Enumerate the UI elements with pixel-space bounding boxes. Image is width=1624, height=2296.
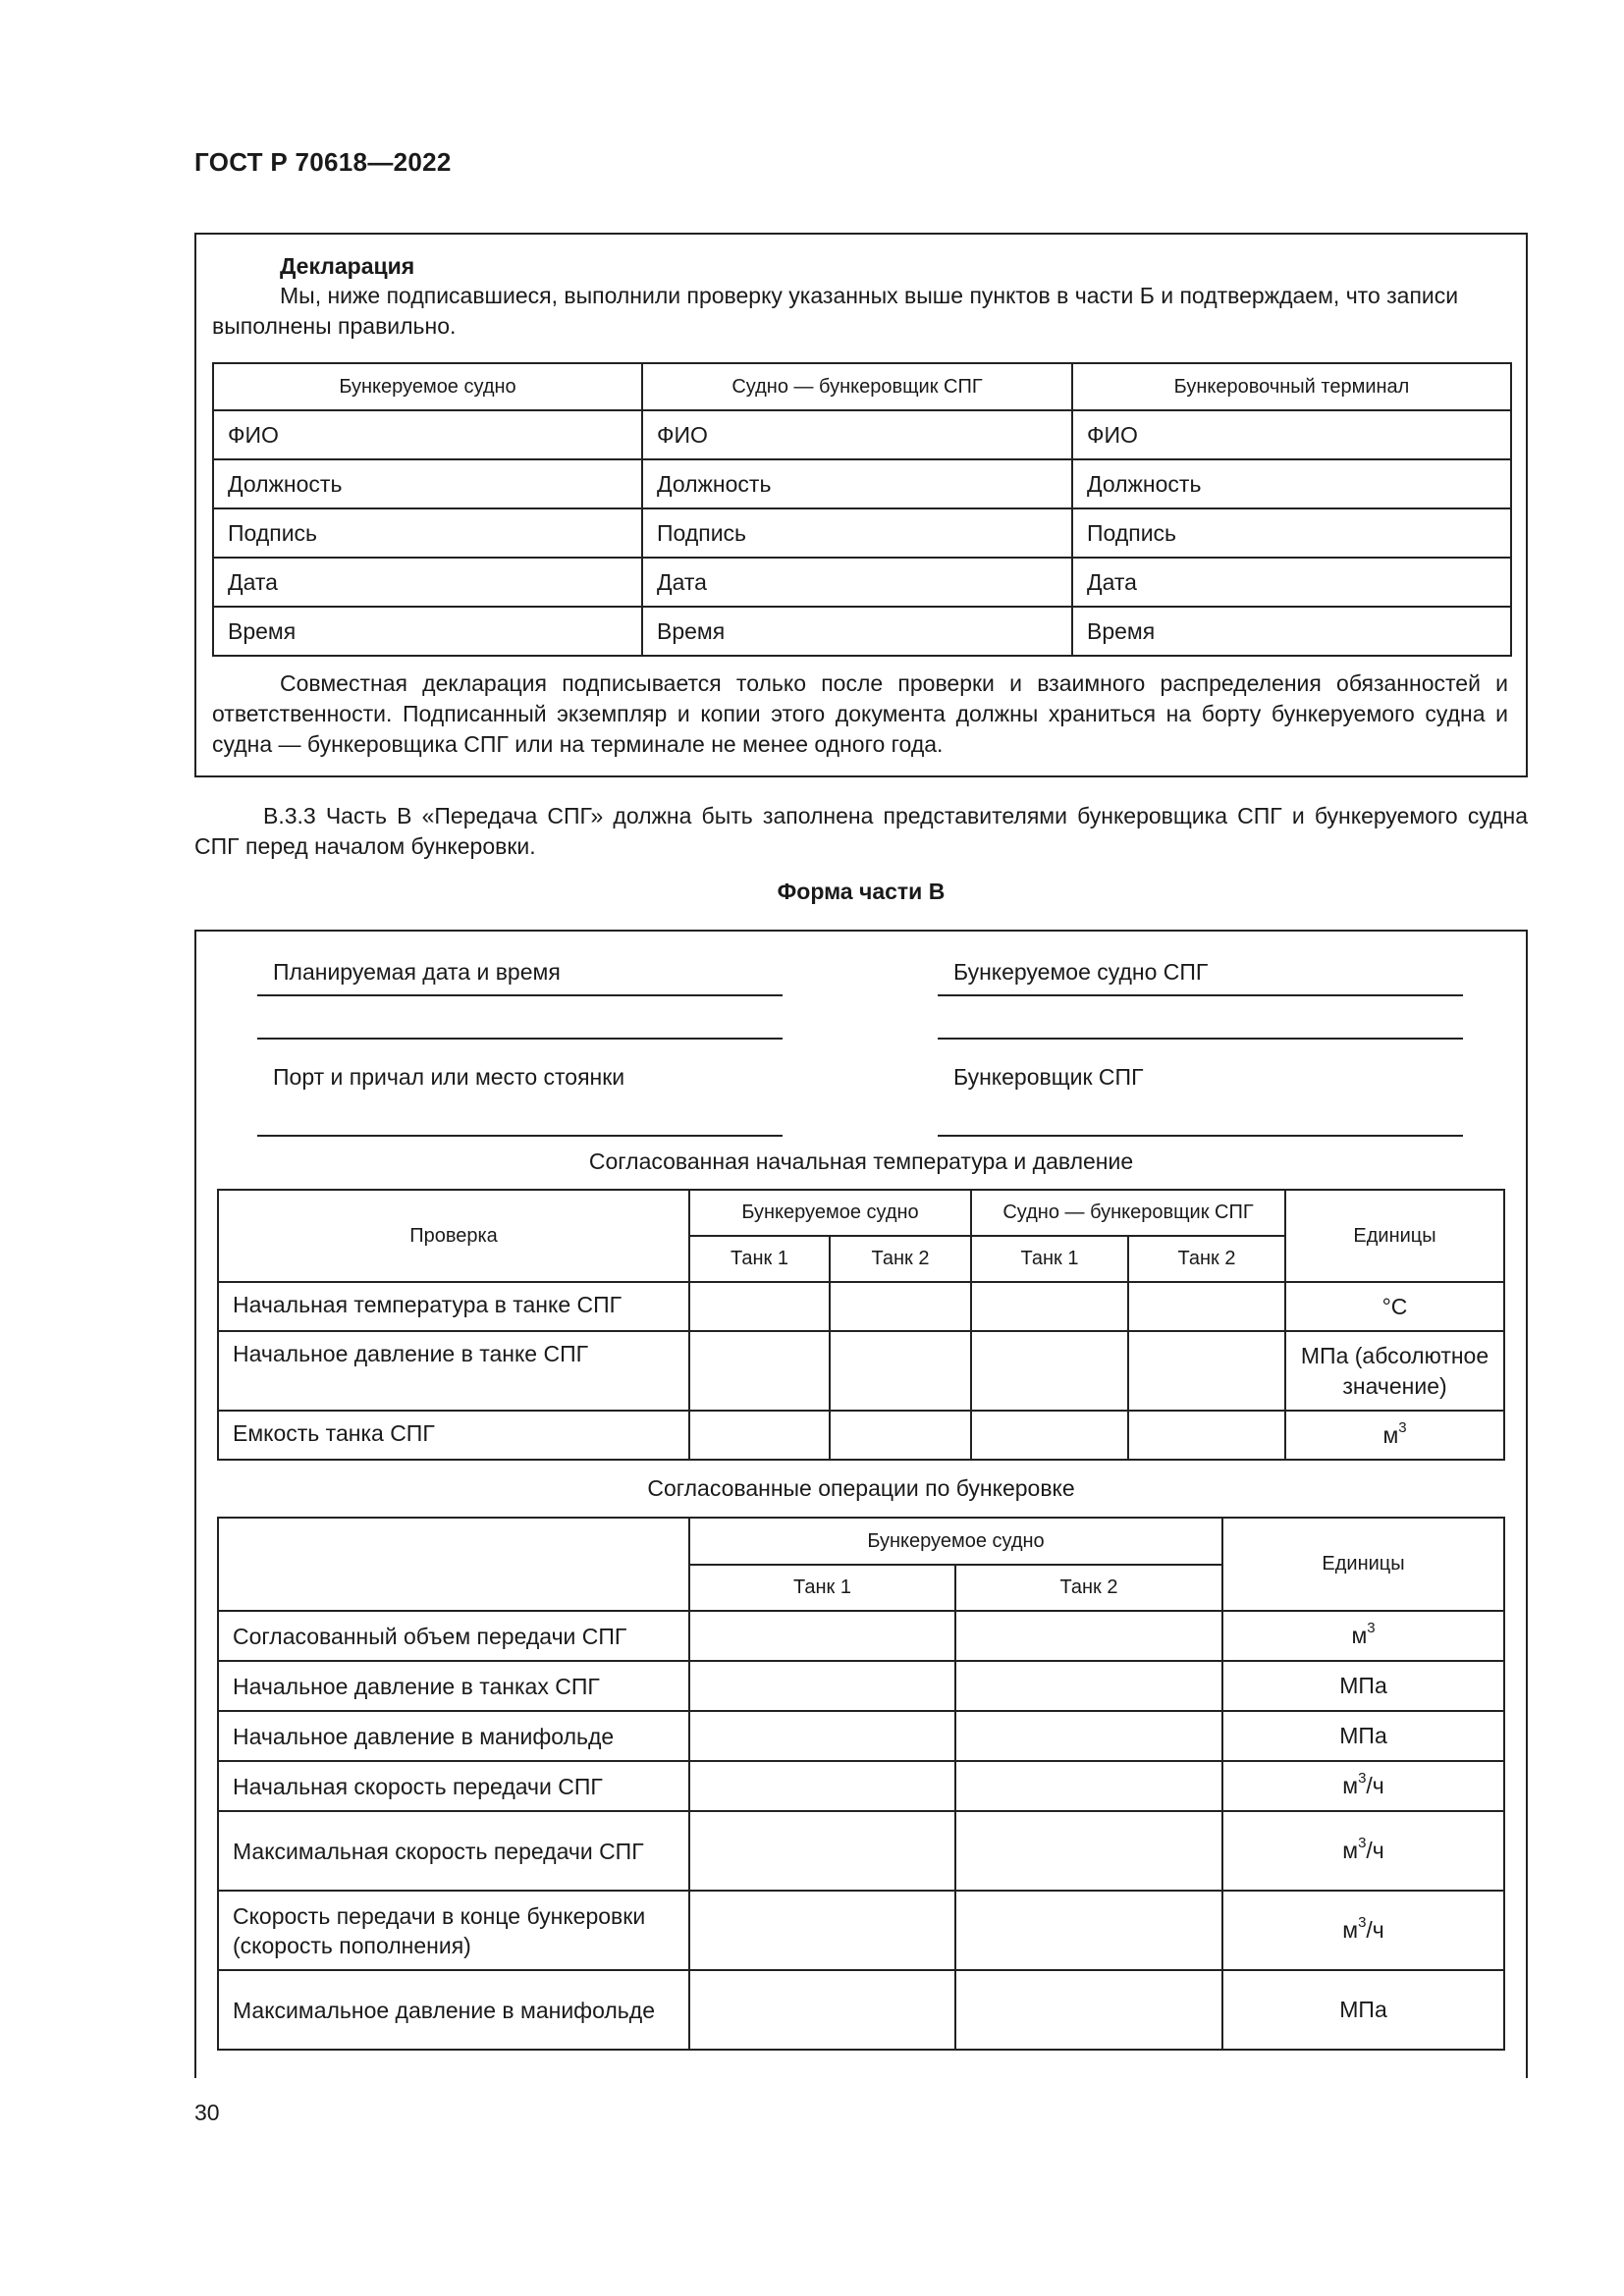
unit-text: м <box>1351 1623 1368 1648</box>
column-header-check: Проверка <box>218 1190 689 1282</box>
table-row <box>218 1811 1504 1891</box>
unit-text: м <box>1342 1917 1359 1943</box>
port-berth-label: Порт и причал или место стоянки <box>273 1064 625 1090</box>
unit-cell <box>1222 1811 1504 1891</box>
row-label: Емкость танка СПГ <box>218 1411 689 1460</box>
column-header-tank-2: Танк 2 <box>955 1565 1222 1611</box>
temp-section-heading: Согласованная начальная температура и давление <box>588 1148 1134 1174</box>
unit-text: МПа <box>1339 1673 1387 1698</box>
signature-field[interactable]: Должность <box>1072 459 1511 508</box>
value-cell[interactable] <box>955 1661 1222 1711</box>
bunkering-operations-table <box>217 1517 1505 2051</box>
value-cell[interactable] <box>1128 1411 1285 1460</box>
unit-cell <box>1222 1711 1504 1761</box>
unit-text: м <box>1382 1422 1399 1448</box>
table-row <box>218 1411 1504 1460</box>
unit-cell <box>1222 1661 1504 1711</box>
column-header-units: Единицы <box>1285 1190 1504 1282</box>
signature-field[interactable]: Подпись <box>1072 508 1511 558</box>
unit-cell <box>1222 1761 1504 1811</box>
signature-field[interactable]: ФИО <box>642 410 1072 459</box>
unit-superscript: 3 <box>1358 1914 1367 1932</box>
row-label: Максимальная скорость передачи СПГ <box>218 1811 689 1891</box>
port-berth-line[interactable] <box>257 1135 783 1137</box>
unit-tail: /ч <box>1366 1773 1384 1798</box>
value-cell[interactable] <box>689 1811 955 1891</box>
document-id: ГОСТ Р 70618—2022 <box>194 147 452 177</box>
signature-field[interactable]: ФИО <box>213 410 642 459</box>
column-header-tank-2: Танк 2 <box>830 1236 971 1282</box>
signature-field[interactable]: Время <box>1072 607 1511 656</box>
planned-datetime-line-2[interactable] <box>257 1038 783 1040</box>
unit-superscript: 3 <box>1358 1835 1367 1852</box>
bunkering-vessel-label: Бункеровщик СПГ <box>953 1064 1144 1090</box>
value-cell[interactable] <box>689 1711 955 1761</box>
table-row <box>218 1761 1504 1811</box>
value-cell[interactable] <box>689 1891 955 1970</box>
table-row <box>213 410 1511 459</box>
signature-field[interactable]: Время <box>642 607 1072 656</box>
table-row <box>213 508 1511 558</box>
value-cell[interactable] <box>955 1970 1222 2050</box>
value-cell[interactable] <box>971 1331 1128 1411</box>
unit-superscript: 3 <box>1398 1419 1407 1437</box>
value-cell[interactable] <box>955 1761 1222 1811</box>
column-header-tank-1: Танк 1 <box>689 1236 830 1282</box>
table-row <box>218 1891 1504 1970</box>
row-label: Согласованный объем передачи СПГ <box>218 1611 689 1661</box>
signature-field[interactable]: Подпись <box>213 508 642 558</box>
ops-section-heading: Согласованные операции по бункеровке <box>647 1475 1075 1501</box>
column-header-bunkered-vessel: Бункеруемое судно <box>213 363 642 410</box>
table-row <box>218 1661 1504 1711</box>
table-row <box>213 459 1511 508</box>
row-label: Начальное давление в манифольде <box>218 1711 689 1761</box>
value-cell[interactable] <box>830 1331 971 1411</box>
column-header-bunkering-vessel: Судно — бункеровщик СПГ <box>642 363 1072 410</box>
table-row <box>218 1331 1504 1411</box>
column-header-tank-2: Танк 2 <box>1128 1236 1285 1282</box>
signature-field[interactable]: Должность <box>642 459 1072 508</box>
column-header-tank-1: Танк 1 <box>971 1236 1128 1282</box>
unit-text: м <box>1342 1838 1359 1863</box>
value-cell[interactable] <box>830 1411 971 1460</box>
column-header-bunkered-vessel: Бункеруемое судно <box>689 1190 971 1236</box>
paragraph-b33: В.3.3 Часть В «Передача СПГ» должна быть заполнена представителями бункеровщика СПГ и бункеруемого судна СПГ перед началом бункеровки. <box>194 803 1528 859</box>
row-label: Начальная температура в танке СПГ <box>218 1282 689 1331</box>
form-title: Форма части В <box>777 879 946 904</box>
value-cell[interactable] <box>955 1891 1222 1970</box>
unit-superscript: 3 <box>1367 1620 1376 1637</box>
column-header-units: Единицы <box>1222 1518 1504 1611</box>
value-cell[interactable] <box>955 1611 1222 1661</box>
value-cell[interactable] <box>971 1282 1128 1331</box>
value-cell[interactable] <box>1128 1282 1285 1331</box>
signature-field[interactable]: Дата <box>642 558 1072 607</box>
table-row <box>213 558 1511 607</box>
signature-field[interactable]: Дата <box>213 558 642 607</box>
temperature-pressure-table <box>217 1189 1505 1461</box>
planned-datetime-label: Планируемая дата и время <box>273 959 561 985</box>
value-cell[interactable] <box>689 1761 955 1811</box>
unit-text: м <box>1342 1773 1359 1798</box>
column-header-bunkered-vessel: Бункеруемое судно <box>689 1518 1222 1565</box>
unit-cell <box>1285 1411 1504 1460</box>
table-row <box>218 1970 1504 2050</box>
column-header-tank-1: Танк 1 <box>689 1565 955 1611</box>
unit-cell <box>1222 1611 1504 1661</box>
value-cell[interactable] <box>971 1411 1128 1460</box>
bunkered-vessel-line[interactable] <box>938 994 1463 996</box>
bunkered-vessel-line-2[interactable] <box>938 1038 1463 1040</box>
bunkering-vessel-line[interactable] <box>938 1135 1463 1137</box>
declaration-heading: Декларация <box>280 253 415 279</box>
row-label: Начальная скорость передачи СПГ <box>218 1761 689 1811</box>
column-header-bunkering-vessel: Судно — бункеровщик СПГ <box>971 1190 1285 1236</box>
column-header-bunkering-terminal: Бункеровочный терминал <box>1072 363 1511 410</box>
unit-cell <box>1222 1891 1504 1970</box>
signature-field[interactable]: Время <box>213 607 642 656</box>
unit-cell <box>1222 1970 1504 2050</box>
row-label: Максимальное давление в манифольде <box>218 1970 689 2050</box>
table-row <box>218 1282 1504 1331</box>
unit-cell: °С <box>1285 1282 1504 1331</box>
value-cell[interactable] <box>689 1611 955 1661</box>
column-header-blank <box>218 1518 689 1611</box>
value-cell[interactable] <box>955 1811 1222 1891</box>
unit-tail: /ч <box>1366 1917 1384 1943</box>
unit-tail: /ч <box>1366 1838 1384 1863</box>
value-cell[interactable] <box>689 1411 830 1460</box>
planned-datetime-line[interactable] <box>257 994 783 996</box>
table-row <box>218 1611 1504 1661</box>
value-cell[interactable] <box>689 1331 830 1411</box>
bunkered-vessel-label: Бункеруемое судно СПГ <box>953 959 1209 985</box>
signature-field[interactable]: Дата <box>1072 558 1511 607</box>
page-number: 30 <box>194 2100 220 2125</box>
table-row <box>218 1711 1504 1761</box>
value-cell[interactable] <box>955 1711 1222 1761</box>
signature-field[interactable]: Должность <box>213 459 642 508</box>
unit-text: МПа <box>1339 1723 1387 1748</box>
table-row <box>213 607 1511 656</box>
unit-text: МПа <box>1339 1997 1387 2022</box>
unit-superscript: 3 <box>1358 1770 1367 1788</box>
row-label: Начальное давление в танках СПГ <box>218 1661 689 1711</box>
value-cell[interactable] <box>689 1282 830 1331</box>
signature-field[interactable]: ФИО <box>1072 410 1511 459</box>
value-cell[interactable] <box>830 1282 971 1331</box>
value-cell[interactable] <box>689 1970 955 2050</box>
row-label: Начальное давление в танке СПГ <box>218 1331 689 1411</box>
value-cell[interactable] <box>689 1661 955 1711</box>
unit-cell: МПа (абсолютное значение) <box>1285 1331 1504 1411</box>
declaration-note: Совместная декларация подписывается только после проверки и взаимного распределения обязанностей и ответственности. Подписанный экземпляр и копии этого документа должны храниться на борту бункеруемого судна и судна — бункеровщика СПГ или на терминале не менее одного года. <box>212 670 1508 757</box>
row-label: Скорость передачи в конце бункеровки (скорость пополнения) <box>218 1891 689 1970</box>
value-cell[interactable] <box>1128 1331 1285 1411</box>
declaration-text: Мы, ниже подписавшиеся, выполнили проверку указанных выше пунктов в части Б и подтверждаем, что записи выполнены правильно. <box>212 283 1459 339</box>
signature-table <box>212 362 1512 657</box>
signature-field[interactable]: Подпись <box>642 508 1072 558</box>
